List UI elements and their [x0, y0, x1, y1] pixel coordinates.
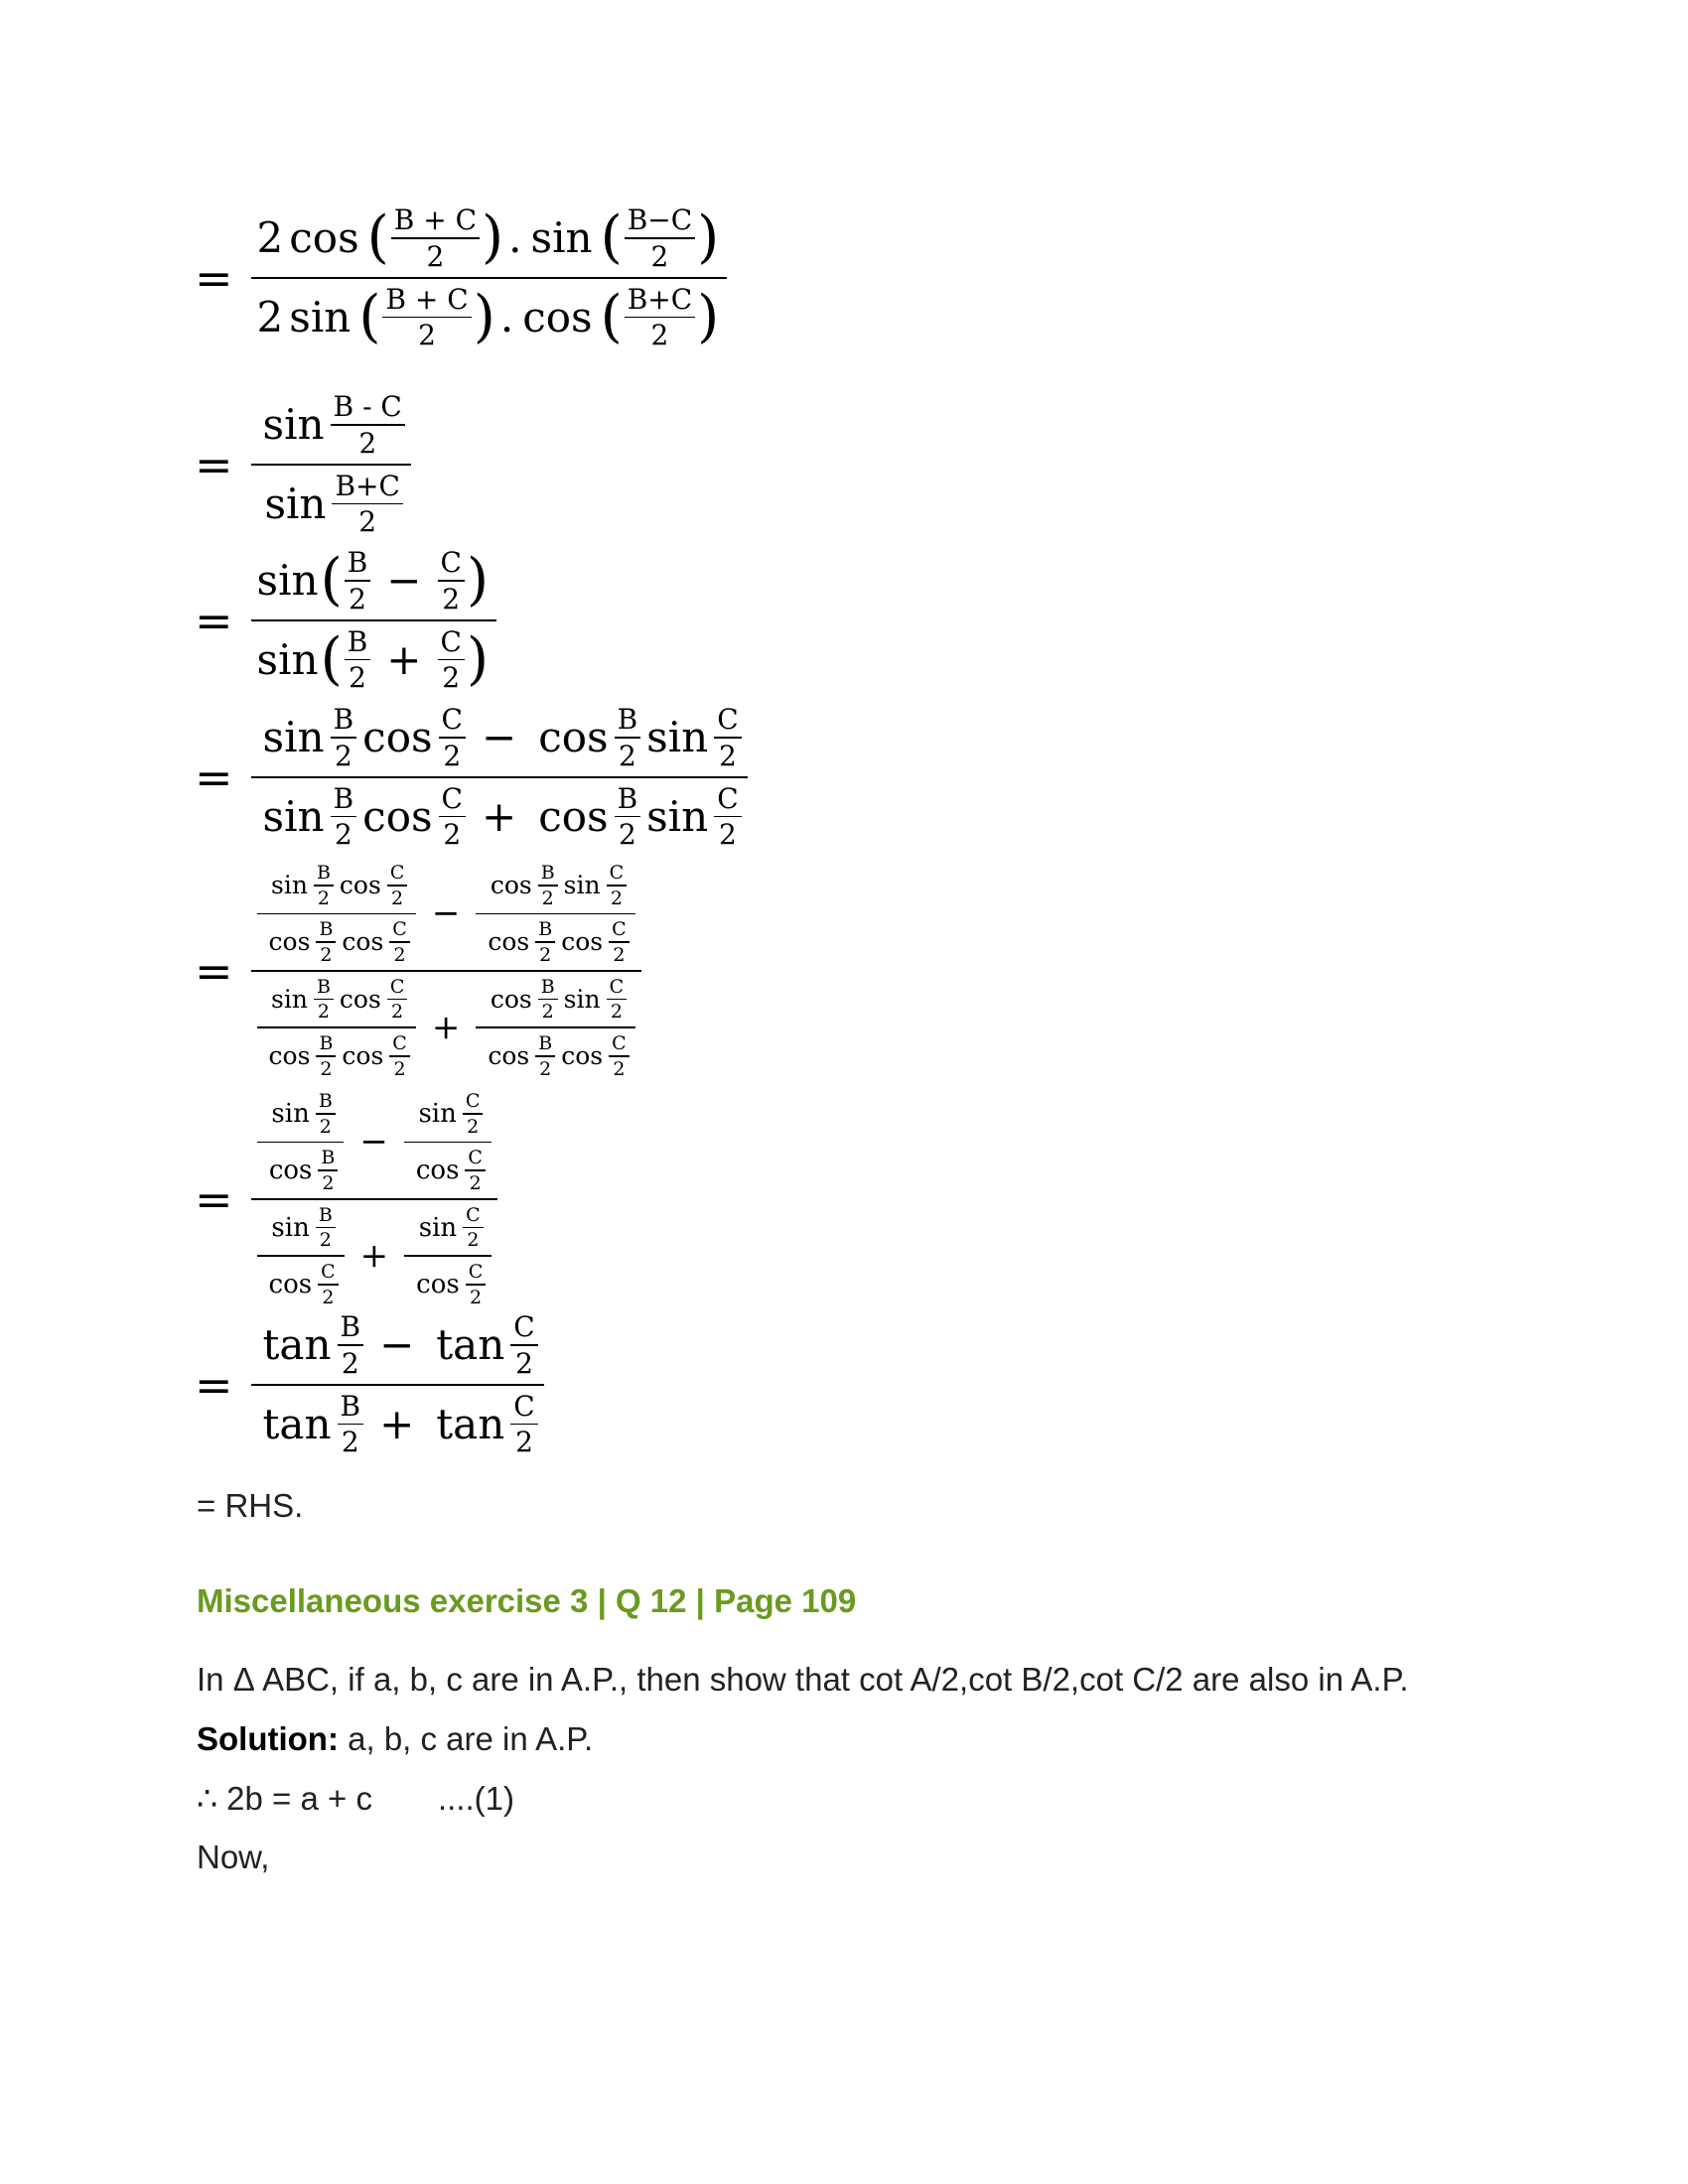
equation-step-6: = sin $\frac{B}{2}$ cos $\frac{B}{2}$ − sin $\frac{C}{2}$ cos $\frac{C}{2}$ sin $\frac{B}{2}$ cos $\frac{C}{2}$ + sin $\frac{C}{2}$ cos $\frac{C}{2}$ — [195, 1090, 497, 1308]
rhs-text: = RHS. — [197, 1487, 304, 1524]
equation-step-3: = sin ( $\frac{B}{2}$ − $\frac{C}{2}$ ) sin ( $\frac{B}{2}$ + $\frac{C}{2}$ ) — [195, 546, 496, 694]
equation-step-2: = sin $\frac{B - C}{2}$ sin $\frac{B+C}{2}$ — [195, 390, 411, 538]
equation-step-4: = sin $\frac{B}{2}$ cos $\frac{C}{2}$ − cos $\frac{B}{2}$ sin $\frac{C}{2}$ sin $\frac{B}{2}$ cos $\frac{C}{2}$ + cos $\frac{B}{2}$ sin $\frac{C}{2}$ — [195, 703, 748, 851]
question-text: In Δ ABC, if a, b, c are in A.P., then show that cot A/2,cot B/2,cot C/2 are also in A.P. — [197, 1661, 1409, 1698]
equation-step-1 — [195, 204, 727, 351]
main-fraction: 2 cos ( $\frac{B + C}{2}$ ) . sin ( $\frac{B-C}{2}$ ) 2 sin ( $\frac{B + C}{2}$ ) . cos ( $\frac{B+C}{2}$ ) — [251, 204, 728, 351]
equation-step-7: = tan $\frac{B}{2}$ − tan $\frac{C}{2}$ tan $\frac{B}{2}$ + tan $\frac{C}{2}$ — [195, 1310, 544, 1458]
solution-text: a, b, c are in A.P. — [338, 1720, 594, 1757]
equals-sign: = — [195, 250, 233, 305]
solution-line — [197, 1720, 593, 1758]
now-text: Now, — [197, 1839, 270, 1875]
equation-step-5: = sin $\frac{B}{2}$ cos $\frac{C}{2}$ cos $\frac{B}{2}$ cos $\frac{C}{2}$ − cos $\frac{B}{2}$ sin $\frac{C}{2}$ cos $\frac{B}{2}$ cos $\frac{C}{2}$ sin $\frac{B}{2}$ cos $\frac{C}{2}$ cos $\frac{B}{2}$ cos $\frac{C}{2}$ + cos $\frac{B}{2}$ sin $\frac{C}{2}$ cos $\frac{B}{2}$ cos $\frac{C}{2}$ — [195, 862, 641, 1080]
solution-label: Solution: — [197, 1720, 339, 1757]
step-reference: ....(1) — [437, 1780, 514, 1817]
step-equation — [197, 1779, 514, 1818]
exercise-heading: Miscellaneous exercise 3 | Q 12 | Page 109 — [197, 1582, 857, 1619]
step-text: ∴ 2b = a + c — [197, 1780, 372, 1817]
